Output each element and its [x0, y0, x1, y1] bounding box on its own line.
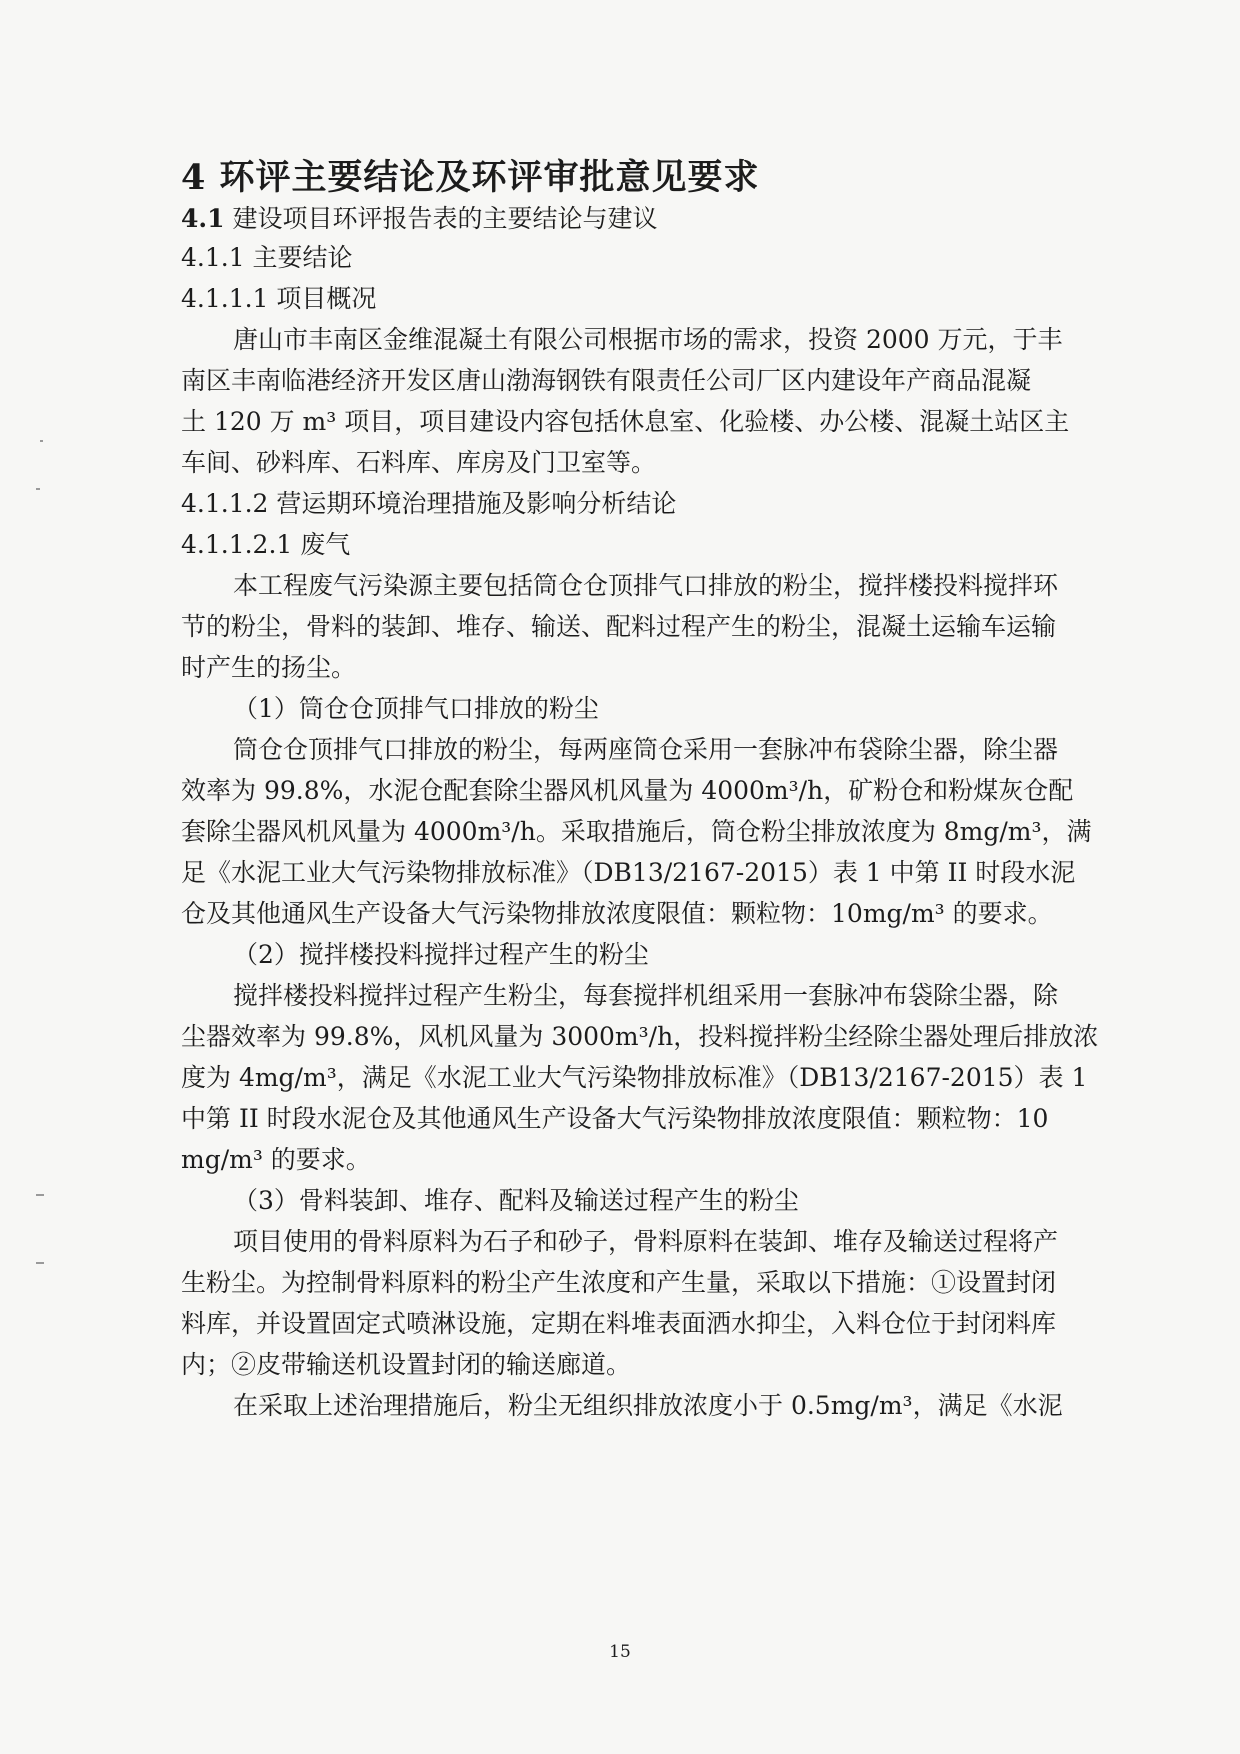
paragraph-line: 筒仓仓顶排气口排放的粉尘，每两座筒仓采用一套脉冲布袋除尘器，除尘器 — [233, 735, 1059, 764]
page-number: 15 — [609, 1642, 631, 1662]
subsection-title: 建设项目环评报告表的主要结论与建议 — [224, 204, 658, 233]
heading-4-1-1-2: 4.1.1.2 营运期环境治理措施及影响分析结论 — [181, 489, 677, 518]
paragraph-line: 度为 4mg/m³，满足《水泥工业大气污染物排放标准》（DB13/2167-2015）表 1 — [181, 1063, 1088, 1092]
subsection-number: 4.1 — [181, 204, 225, 233]
paragraph-line: 尘器效率为 99.8%，风机风量为 3000m³/h，投料搅拌粉尘经除尘器处理后排放浓 — [181, 1022, 1099, 1051]
paragraph-line: 唐山市丰南区金维混凝土有限公司根据市场的需求，投资 2000 万元，于丰 — [233, 325, 1063, 354]
paragraph-line: 料库，并设置固定式喷淋设施，定期在料堆表面洒水抑尘，入料仓位于封闭料库 — [181, 1309, 1057, 1338]
heading-4-1-1: 4.1.1 主要结论 — [181, 243, 353, 272]
scan-speck — [40, 440, 43, 442]
paragraph-line: 本工程废气污染源主要包括筒仓仓顶排气口排放的粉尘，搅拌楼投料搅拌环 — [233, 571, 1059, 600]
scan-speck — [36, 488, 40, 490]
paragraph-line: 时产生的扬尘。 — [181, 653, 357, 682]
paragraph-line: 内；②皮带输送机设置封闭的输送廊道。 — [181, 1350, 632, 1379]
paragraph-line: 节的粉尘，骨料的装卸、堆存、输送、配料过程产生的粉尘，混凝土运输车运输 — [181, 612, 1057, 641]
item-heading-2: （2）搅拌楼投料搅拌过程产生的粉尘 — [233, 940, 649, 969]
item-heading-1: （1）筒仓仓顶排气口排放的粉尘 — [233, 694, 599, 723]
heading-4-1-1-1: 4.1.1.1 项目概况 — [181, 284, 377, 313]
paragraph-line: 在采取上述治理措施后，粉尘无组织排放浓度小于 0.5mg/m³，满足《水泥 — [233, 1391, 1063, 1420]
section-heading: 4 环评主要结论及环评审批意见要求 — [181, 157, 760, 198]
paragraph-line: 生粉尘。为控制骨料原料的粉尘产生浓度和产生量，采取以下措施：①设置封闭 — [181, 1268, 1057, 1297]
item-heading-3: （3）骨料装卸、堆存、配料及输送过程产生的粉尘 — [233, 1186, 799, 1215]
paragraph-line: 仓及其他通风生产设备大气污染物排放浓度限值：颗粒物：10mg/m³ 的要求。 — [181, 899, 1053, 928]
paragraph-line: 套除尘器风机风量为 4000m³/h。采取措施后，筒仓粉尘排放浓度为 8mg/m³，满 — [181, 817, 1092, 846]
paragraph-line: 车间、砂料库、石料库、库房及门卫室等。 — [181, 448, 657, 477]
paragraph-line: 南区丰南临港经济开发区唐山渤海钢铁有限责任公司厂区内建设年产商品混凝 — [181, 366, 1032, 395]
heading-4-1-1-2-1: 4.1.1.2.1 废气 — [181, 530, 351, 559]
paragraph-line: 搅拌楼投料搅拌过程产生粉尘，每套搅拌机组采用一套脉冲布袋除尘器，除 — [233, 981, 1059, 1010]
subsection-heading — [181, 203, 657, 235]
paragraph-line: 项目使用的骨料原料为石子和砂子，骨料原料在装卸、堆存及输送过程将产 — [233, 1227, 1059, 1256]
paragraph-line: 效率为 99.8%，水泥仓配套除尘器风机风量为 4000m³/h，矿粉仓和粉煤灰仓配 — [181, 776, 1074, 805]
paragraph-line: mg/m³ 的要求。 — [181, 1145, 371, 1174]
scan-speck — [36, 1194, 44, 1196]
paragraph-line: 足《水泥工业大气污染物排放标准》（DB13/2167-2015）表 1 中第 II 时段水泥 — [181, 858, 1076, 887]
paragraph-line: 土 120 万 m³ 项目，项目建设内容包括休息室、化验楼、办公楼、混凝土站区主 — [181, 407, 1070, 436]
paragraph-line: 中第 II 时段水泥仓及其他通风生产设备大气污染物排放浓度限值：颗粒物：10 — [181, 1104, 1049, 1133]
scan-speck — [36, 1262, 44, 1264]
